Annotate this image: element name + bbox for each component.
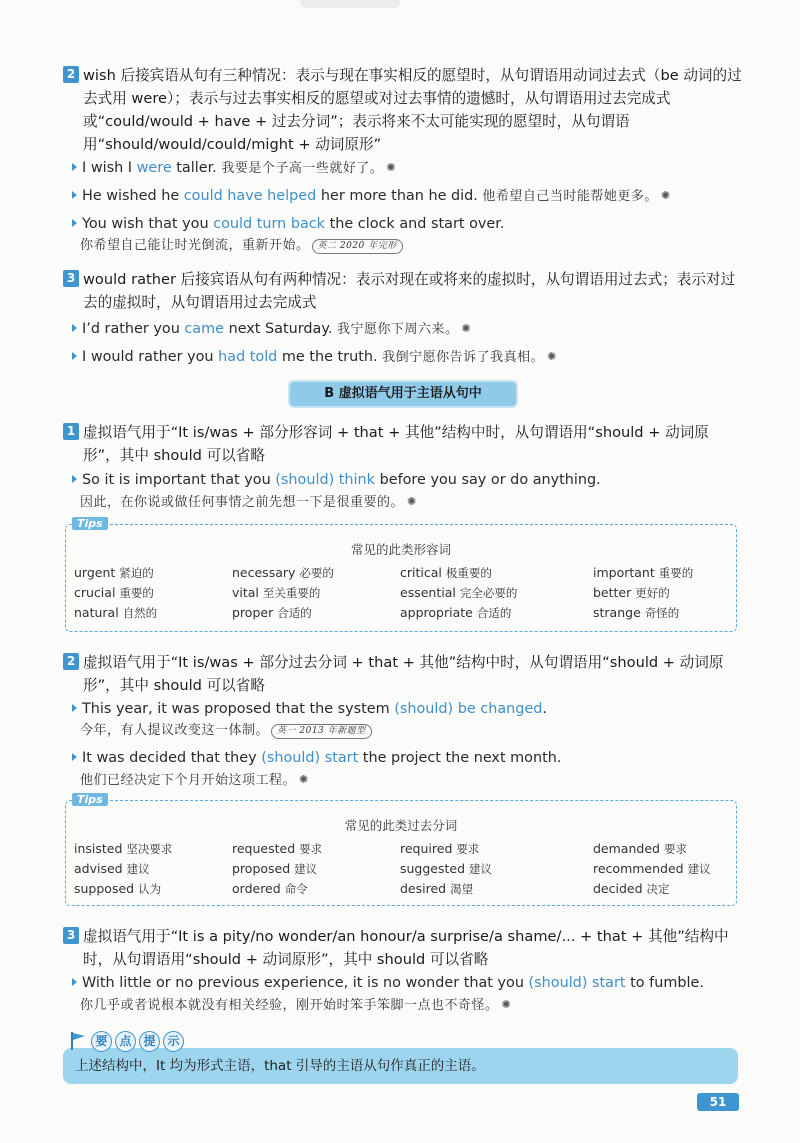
tips-word-meaning: 合适的 [476, 606, 512, 620]
tips-word-english: critical [400, 565, 442, 580]
tips-word-meaning: 要求 [299, 842, 323, 856]
bullet-triangle-icon [72, 753, 77, 761]
rule-number: 2 [63, 66, 79, 83]
tips-word-meaning: 建议 [469, 862, 493, 876]
tips-word [400, 605, 511, 621]
tips-word-english: appropriate [400, 605, 473, 620]
tips-tag: Tips [72, 517, 108, 530]
tips-word-meaning: 极重要的 [445, 566, 492, 580]
rule-number: 2 [63, 653, 79, 670]
tips-word-meaning: 建议 [294, 862, 318, 876]
source-badge: 英一 2013 年新题型 [271, 724, 372, 739]
tips-title: 常见的此类过去分词 [344, 818, 458, 833]
keypoint-char: 示 [163, 1031, 184, 1052]
rule-number: 1 [63, 423, 79, 440]
audio-icon[interactable]: ✺ [660, 189, 671, 202]
tips-word [232, 881, 308, 897]
tips-title: 常见的此类形容词 [350, 542, 451, 557]
tips-word [400, 881, 473, 897]
example-e9: With little or no previous experience, it is no wonder that you (should) start to fumble. 你几乎或者说根本就没有相关经验，刚开始时笨手笨脚一点也不奇怪。 ✺ [72, 972, 752, 1017]
tips-word [74, 605, 157, 621]
bullet-triangle-icon [72, 163, 77, 171]
tips-word [400, 565, 492, 581]
example-e8: It was decided that they (should) start the project the next month. 他们已经决定下个月开始这项工程。 ✺ [72, 747, 752, 792]
tips-word-meaning: 至关重要的 [262, 586, 321, 600]
tips-word-meaning: 紧迫的 [119, 566, 154, 580]
tips-word [400, 861, 492, 877]
bullet-triangle-icon [72, 324, 77, 332]
tips-word-meaning: 必要的 [299, 566, 334, 580]
tips-word-meaning: 自然的 [122, 606, 158, 620]
bullet-triangle-icon [72, 475, 77, 483]
tips-word-meaning: 命令 [284, 882, 308, 896]
rule-text: 虚拟语气用于“It is a pity/no wonder/an honour/a surprise/a shame/... + that + 其他”结构中时，从句谓语用“should + 动词原形”，其中 should 可以省略 [83, 928, 729, 968]
tips-word-english: insisted [74, 841, 123, 856]
tips-word-meaning: 建议 [126, 862, 150, 876]
tips-word [593, 585, 670, 601]
tips-word-english: demanded [593, 841, 660, 856]
tips-word-english: required [400, 841, 453, 856]
tips-word-meaning: 更好的 [635, 586, 670, 600]
tips-word [400, 585, 517, 601]
tips-word [232, 841, 322, 857]
tips-word [593, 565, 693, 581]
bullet-triangle-icon [72, 704, 77, 712]
tips-word-meaning: 要求 [456, 842, 480, 856]
tips-word-english: urgent [74, 565, 116, 580]
tips-word-meaning: 合适的 [277, 606, 312, 620]
tips-word-english: requested [232, 841, 296, 856]
section-b-header: B 虚拟语气用于主语从句中 [290, 382, 516, 406]
tips-word-meaning: 认为 [138, 882, 162, 896]
rule-number: 3 [63, 270, 79, 287]
audio-icon[interactable]: ✺ [547, 350, 557, 363]
bullet-triangle-icon [72, 219, 77, 227]
tips-word [593, 861, 711, 877]
keypoint-char: 提 [139, 1031, 160, 1052]
tips-word-meaning: 决定 [646, 882, 670, 896]
tips-word-english: proposed [232, 861, 291, 876]
rule-wish [63, 64, 743, 156]
tips-tag: Tips [72, 793, 108, 806]
audio-icon[interactable]: ✺ [386, 161, 396, 174]
tips-word [74, 881, 161, 897]
tips-word [74, 585, 154, 601]
translation: 他们已经决定下个月开始这项工程。 ✺ [80, 769, 752, 792]
tips-word-meaning: 重要的 [658, 566, 694, 580]
tips-word-english: proper [232, 605, 274, 620]
rule-text: 虚拟语气用于“It is/was + 部分过去分词 + that + 其他”结构中时，从句谓语用“should + 动词原形”，其中 should 可以省略 [83, 654, 724, 694]
tips-word [593, 881, 670, 897]
translation: 今年，有人提议改变这一体制。 英一 2013 年新题型 [80, 720, 752, 742]
rule-would-rather [63, 268, 743, 314]
rule-b3 [63, 925, 743, 971]
example-e4: I’d rather you came next Saturday. 我宁愿你下周六来。 ✺ [72, 318, 752, 341]
example-e6: So it is important that you (should) think before you say or do anything. 因此，在你说或做任何事情之前先想一下是很重要的。 ✺ [72, 469, 752, 514]
audio-icon[interactable]: ✺ [407, 495, 417, 508]
tips-word [593, 841, 687, 857]
bullet-triangle-icon [72, 978, 77, 986]
tips-word-english: advised [74, 861, 123, 876]
tips-word [232, 565, 334, 581]
keypoint-char: 要 [91, 1031, 112, 1052]
tips-word-english: crucial [74, 585, 116, 600]
tips-word [74, 565, 154, 581]
example-e5: I would rather you had told me the truth. 我倒宁愿你告诉了我真相。 ✺ [72, 346, 752, 369]
flag-icon [70, 1032, 86, 1050]
keypoint-box: 上述结构中，It 均为形式主语，that 引导的主语从句作真正的主语。 [63, 1048, 738, 1084]
tips-word [232, 585, 320, 601]
translation: 我要是个子高一些就好了。 [221, 161, 384, 176]
translation: 我宁愿你下周六来。 [336, 322, 459, 337]
tips-word-meaning: 坚决要求 [126, 842, 173, 856]
tips-word-meaning: 建议 [687, 862, 711, 876]
tips-word [74, 861, 150, 877]
example-e7: This year, it was proposed that the system (should) be changed. 今年，有人提议改变这一体制。 英一 2013 年新题型 [72, 698, 752, 742]
bullet-triangle-icon [72, 352, 77, 360]
tips-word [232, 861, 317, 877]
tips-word [74, 841, 172, 857]
tips-box-participles [65, 793, 737, 906]
tips-word-english: strange [593, 605, 641, 620]
rule-text: wish 后接宾语从句有三种情况：表示与现在事实相反的愿望时，从句谓语用动词过去式（be 动词的过去式用 were）；表示与过去事实相反的愿望或对过去事情的遗憾时，从句谓语用过去完成式或“could/would + have + 过去分词”；表示将来不太可能实现的愿望时，从句谓语用“should/would/could/might + 动词原形” [83, 67, 742, 153]
page-number: 51 [697, 1093, 739, 1111]
tips-word-english: supposed [74, 881, 135, 896]
example-e3: You wish that you could turn back the clock and start over. 你希望自己能让时光倒流，重新开始。 英二 2020 年完形 [72, 213, 752, 257]
rule-text: would rather 后接宾语从句有两种情况：表示对现在或将来的虚拟时，从句谓语用过去式；表示对过去的虚拟时，从句谓语用过去完成式 [83, 271, 736, 311]
audio-icon[interactable]: ✺ [299, 773, 309, 786]
tips-word-english: decided [593, 881, 643, 896]
tips-word-meaning: 要求 [663, 842, 687, 856]
translation: 你希望自己能让时光倒流，重新开始。 英二 2020 年完形 [80, 235, 752, 257]
tips-word [400, 841, 479, 857]
audio-icon[interactable]: ✺ [461, 322, 471, 335]
tips-word-meaning: 重要的 [119, 586, 154, 600]
rule-b2 [63, 651, 743, 697]
tips-word [232, 605, 312, 621]
tips-word-english: better [593, 585, 632, 600]
translation: 因此，在你说或做任何事情之前先想一下是很重要的。 ✺ [80, 491, 752, 514]
tips-word [593, 605, 679, 621]
tips-word-english: ordered [232, 881, 281, 896]
translation: 他希望自己当时能帮她更多。 [482, 189, 658, 204]
tips-word-meaning: 渴望 [450, 882, 474, 896]
tips-word-english: essential [400, 585, 456, 600]
rule-text: 虚拟语气用于“It is/was + 部分形容词 + that + 其他”结构中时，从句谓语用“should + 动词原形”，其中 should 可以省略 [83, 424, 709, 464]
tips-word-meaning: 完全必要的 [459, 586, 518, 600]
example-e2: He wished he could have helped her more than he did. 他希望自己当时能帮她更多。 ✺ [72, 185, 752, 208]
source-badge: 英二 2020 年完形 [312, 239, 403, 254]
bullet-triangle-icon [72, 191, 77, 199]
audio-icon[interactable]: ✺ [501, 998, 512, 1011]
rule-b1 [63, 421, 743, 467]
top-binding-mark [300, 0, 400, 8]
translation: 你几乎或者说根本就没有相关经验，刚开始时笨手笨脚一点也不奇怪。 ✺ [80, 994, 752, 1017]
tips-word-english: recommended [593, 861, 684, 876]
keypoint-char: 点 [115, 1031, 136, 1052]
tips-word-english: necessary [232, 565, 296, 580]
tips-word-english: vital [232, 585, 259, 600]
tips-word-english: natural [74, 605, 119, 620]
tips-word-english: important [593, 565, 655, 580]
tips-word-meaning: 奇怪的 [644, 606, 680, 620]
tips-box-adjectives [65, 517, 737, 632]
translation: 我倒宁愿你告诉了我真相。 [382, 350, 545, 365]
tips-word-english: suggested [400, 861, 466, 876]
tips-word-english: desired [400, 881, 447, 896]
example-e1: I wish I were taller. 我要是个子高一些就好了。 ✺ [72, 157, 752, 180]
rule-number: 3 [63, 927, 79, 944]
